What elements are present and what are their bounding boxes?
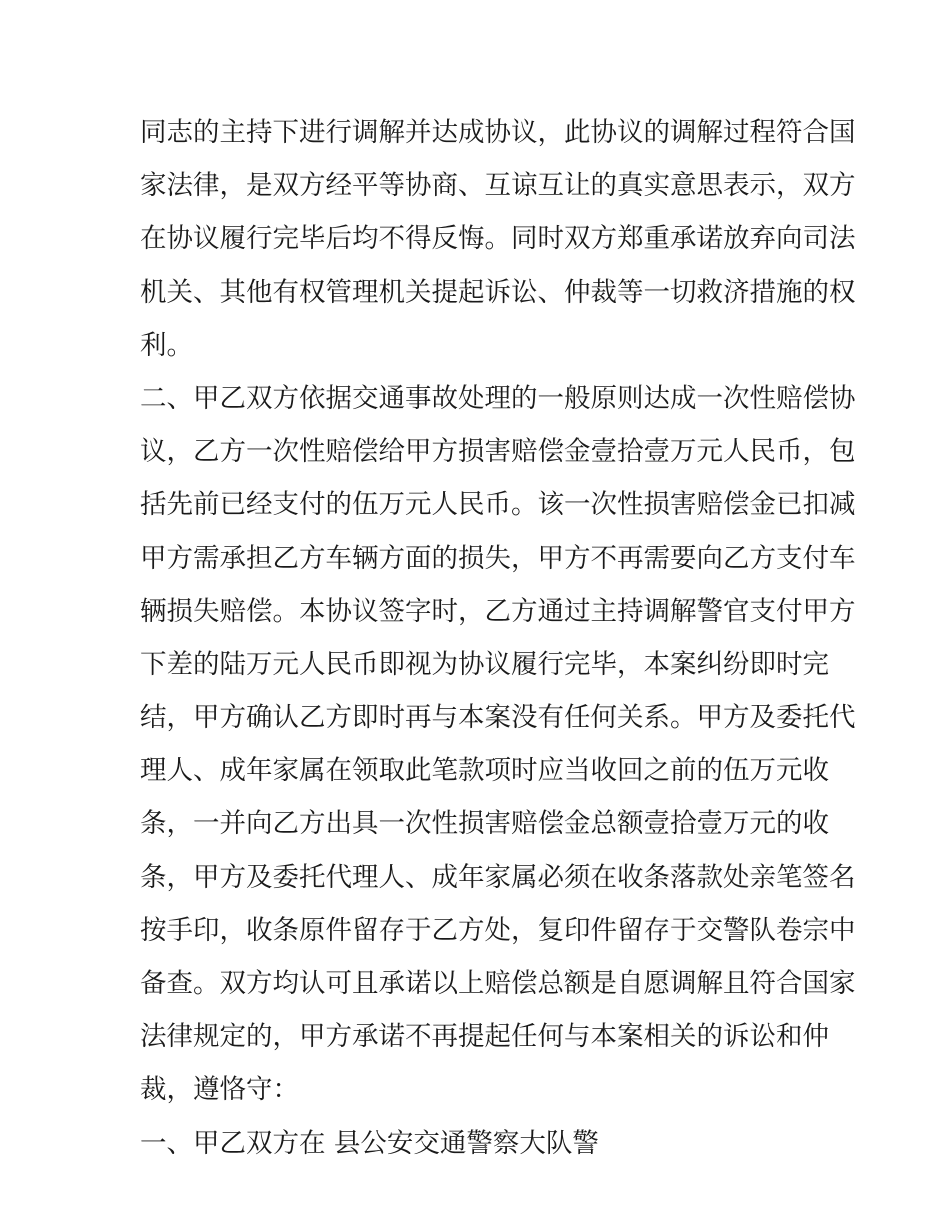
text-line: 条，甲方及委托代理人、成年家属必须在收条落款处亲笔签名 [140, 861, 856, 893]
text-line: 同志的主持下进行调解并达成协议，此协议的调解过程符合国 [140, 117, 856, 148]
text-line: 甲方需承担乙方车辆方面的损失，甲方不再需要向乙方支付车 [140, 542, 856, 574]
text-line: 按手印，收条原件留存于乙方处，复印件留存于交警队卷宗中 [140, 914, 856, 946]
text-line: 结，甲方确认乙方即时再与本案没有任何关系。甲方及委托代 [140, 702, 856, 734]
document-body [140, 106, 856, 1170]
text-line: 理人、成年家属在领取此笔款项时应当收回之前的伍万元收 [140, 755, 829, 787]
text-line: 辆损失赔偿。本协议签字时，乙方通过主持调解警官支付甲方 [140, 595, 856, 627]
text-line: 备查。双方均认可且承诺以上赔偿总额是自愿调解且符合国家 [140, 968, 856, 999]
text-line: 二、甲乙双方依据交通事故处理的一般原则达成一次性赔偿协 [140, 382, 856, 414]
text-line: 一、甲乙双方在 县公安交通警察大队警 [140, 1127, 599, 1159]
text-line: 下差的陆万元人民币即视为协议履行完毕，本案纠纷即时完 [140, 648, 829, 680]
text-line: 议，乙方一次性赔偿给甲方损害赔偿金壹拾壹万元人民币，包 [140, 436, 856, 468]
text-line: 裁，遵恪守： [140, 1074, 299, 1106]
text-line: 条，一并向乙方出具一次性损害赔偿金总额壹拾壹万元的收 [140, 808, 829, 840]
text-line: 利。 [140, 329, 193, 361]
text-line: 法律规定的，甲方承诺不再提起任何与本案相关的诉讼和仲 [140, 1021, 829, 1053]
text-line: 家法律，是双方经平等协商、互谅互让的真实意思表示，双方 [140, 170, 856, 202]
text-line: 在协议履行完毕后均不得反悔。同时双方郑重承诺放弃向司法 [140, 223, 856, 255]
text-line: 括先前已经支付的伍万元人民币。该一次性损害赔偿金已扣减 [140, 489, 856, 521]
text-line: 机关、其他有权管理机关提起诉讼、仲裁等一切救济措施的权 [140, 276, 856, 308]
